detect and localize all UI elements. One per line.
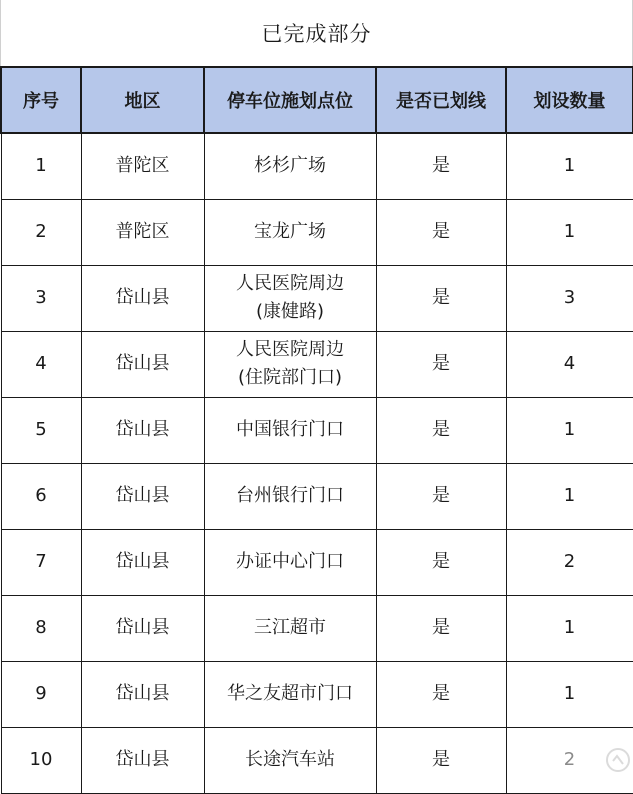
cell-index: 10 bbox=[1, 727, 81, 793]
cell-marked: 是 bbox=[376, 331, 506, 397]
cell-region: 岱山县 bbox=[81, 463, 204, 529]
cell-marked: 是 bbox=[376, 463, 506, 529]
header-region: 地区 bbox=[81, 67, 204, 133]
cell-count: 1 bbox=[506, 199, 633, 265]
cell-index: 1 bbox=[1, 133, 81, 199]
cell-count: 2 bbox=[506, 727, 633, 793]
cell-count: 1 bbox=[506, 463, 633, 529]
cell-marked: 是 bbox=[376, 265, 506, 331]
header-marked: 是否已划线 bbox=[376, 67, 506, 133]
cell-location bbox=[204, 331, 376, 397]
table-row bbox=[1, 331, 633, 397]
cell-index: 9 bbox=[1, 661, 81, 727]
header-index: 序号 bbox=[1, 67, 81, 133]
cell-location bbox=[204, 199, 376, 265]
watermark-icon bbox=[605, 747, 631, 773]
cell-marked: 是 bbox=[376, 661, 506, 727]
location-line: 长途汽车站 bbox=[245, 749, 335, 770]
header-location: 停车位施划点位 bbox=[204, 67, 376, 133]
cell-location bbox=[204, 397, 376, 463]
cell-location bbox=[204, 265, 376, 331]
cell-marked: 是 bbox=[376, 595, 506, 661]
cell-index: 3 bbox=[1, 265, 81, 331]
table-row bbox=[1, 397, 633, 463]
cell-region: 岱山县 bbox=[81, 661, 204, 727]
cell-region: 岱山县 bbox=[81, 265, 204, 331]
location-line: 人民医院周边 bbox=[236, 339, 344, 360]
table-row bbox=[1, 595, 633, 661]
cell-count: 1 bbox=[506, 133, 633, 199]
table-row bbox=[1, 727, 633, 793]
cell-marked: 是 bbox=[376, 397, 506, 463]
location-line: 宝龙广场 bbox=[254, 221, 326, 242]
table-row bbox=[1, 133, 633, 199]
cell-count: 3 bbox=[506, 265, 633, 331]
cell-marked: 是 bbox=[376, 727, 506, 793]
cell-index: 4 bbox=[1, 331, 81, 397]
cell-index: 7 bbox=[1, 529, 81, 595]
cell-marked: 是 bbox=[376, 199, 506, 265]
cell-marked: 是 bbox=[376, 529, 506, 595]
location-line: 人民医院周边 bbox=[236, 273, 344, 294]
header-count: 划设数量 bbox=[506, 67, 633, 133]
cell-index: 2 bbox=[1, 199, 81, 265]
location-line: 三江超市 bbox=[254, 617, 326, 638]
cell-index: 6 bbox=[1, 463, 81, 529]
cell-region: 岱山县 bbox=[81, 727, 204, 793]
cell-location bbox=[204, 463, 376, 529]
cell-region: 岱山县 bbox=[81, 595, 204, 661]
location-line: 台州银行门口 bbox=[236, 485, 344, 506]
location-line: (康健路) bbox=[255, 301, 325, 322]
location-line: 杉杉广场 bbox=[254, 155, 326, 177]
cell-location bbox=[204, 661, 376, 727]
table-row bbox=[1, 529, 633, 595]
data-table bbox=[0, 66, 633, 794]
cell-index: 8 bbox=[1, 595, 81, 661]
cell-location bbox=[204, 727, 376, 793]
cell-region: 普陀区 bbox=[81, 199, 204, 265]
cell-region: 普陀区 bbox=[81, 133, 204, 199]
location-line: 华之友超市门口 bbox=[227, 683, 353, 704]
table-body bbox=[1, 133, 633, 793]
cell-region: 岱山县 bbox=[81, 397, 204, 463]
cell-region: 岱山县 bbox=[81, 529, 204, 595]
cell-index: 5 bbox=[1, 397, 81, 463]
cell-marked: 是 bbox=[376, 133, 506, 199]
cell-count: 1 bbox=[506, 595, 633, 661]
cell-count: 1 bbox=[506, 397, 633, 463]
cell-location bbox=[204, 529, 376, 595]
cell-count: 1 bbox=[506, 661, 633, 727]
table-row bbox=[1, 661, 633, 727]
cell-region: 岱山县 bbox=[81, 331, 204, 397]
table-title: 已完成部分 bbox=[0, 0, 633, 66]
location-line: (住院部门口) bbox=[237, 367, 343, 388]
table-row bbox=[1, 265, 633, 331]
table-row bbox=[1, 199, 633, 265]
header-row bbox=[1, 67, 633, 133]
cell-location bbox=[204, 595, 376, 661]
location-line: 中国银行门口 bbox=[236, 419, 344, 440]
cell-count: 4 bbox=[506, 331, 633, 397]
cell-count: 2 bbox=[506, 529, 633, 595]
location-line: 办证中心门口 bbox=[236, 551, 344, 572]
table-row bbox=[1, 463, 633, 529]
cell-location bbox=[204, 133, 376, 199]
